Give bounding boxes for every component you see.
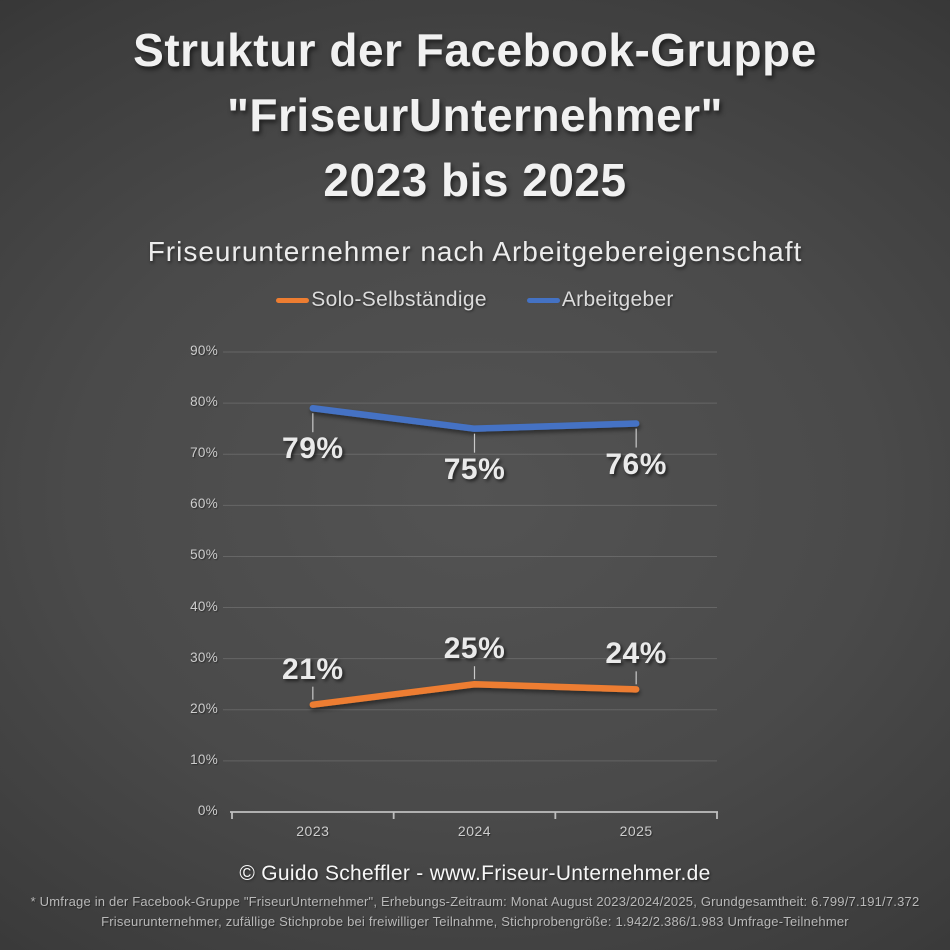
- data-label: 24%: [605, 637, 667, 671]
- data-label: 75%: [443, 452, 506, 486]
- title-line-2: "FriseurUnternehmer": [227, 89, 723, 141]
- footnote-line-1: * Umfrage in der Facebook-Gruppe "FriseurUnternehmer", Erhebungs-Zeitraum: Monat August 2023/2024/2025, Grundgesamtheit: 6.799/7.191/7.372: [30, 894, 920, 909]
- y-axis-tick-label: 80%: [190, 394, 218, 410]
- x-axis-category-label: 2023: [296, 823, 330, 839]
- copyright-line: © Guido Scheffler - www.Friseur-Unternehmer.de: [239, 862, 711, 885]
- chart-subtitle: Friseurunternehmer nach Arbeitgebereigenschaft: [147, 236, 803, 267]
- legend-label: Solo-Selbständige: [311, 288, 487, 311]
- title-line-1: Struktur der Facebook-Gruppe: [133, 24, 817, 76]
- data-label: 79%: [282, 432, 344, 466]
- data-label: 21%: [282, 652, 344, 686]
- y-axis-tick-label: 50%: [190, 547, 218, 563]
- series-line-solo-selbstaendige: [313, 684, 636, 704]
- y-axis-tick-label: 30%: [190, 649, 218, 665]
- y-axis-tick-label: 0%: [197, 803, 218, 818]
- x-axis-category-label: 2025: [619, 823, 653, 839]
- footnote-line-2: Friseurunternehmer, zufällige Stichprobe bei freiwilliger Teilnahme, Stichprobengröße: 1.942/2.386/1.983 Umfrage-Teilnehmer: [101, 914, 849, 929]
- y-axis-tick-label: 20%: [190, 700, 218, 716]
- data-label: 25%: [443, 632, 506, 666]
- gridlines: [223, 352, 717, 761]
- x-axis: [230, 812, 718, 819]
- y-axis-tick-label: 60%: [190, 496, 218, 512]
- title-line-3: 2023 bis 2025: [323, 154, 627, 206]
- y-axis-tick-label: 70%: [190, 445, 218, 461]
- y-axis-tick-label: 10%: [190, 751, 218, 767]
- y-axis-tick-label: 40%: [190, 598, 218, 614]
- legend-label: Arbeitgeber: [561, 288, 674, 311]
- y-axis-tick-label: 90%: [190, 343, 218, 358]
- series-line-arbeitgeber: [313, 408, 636, 428]
- data-label: 76%: [605, 447, 667, 481]
- x-axis-category-label: 2024: [457, 823, 492, 839]
